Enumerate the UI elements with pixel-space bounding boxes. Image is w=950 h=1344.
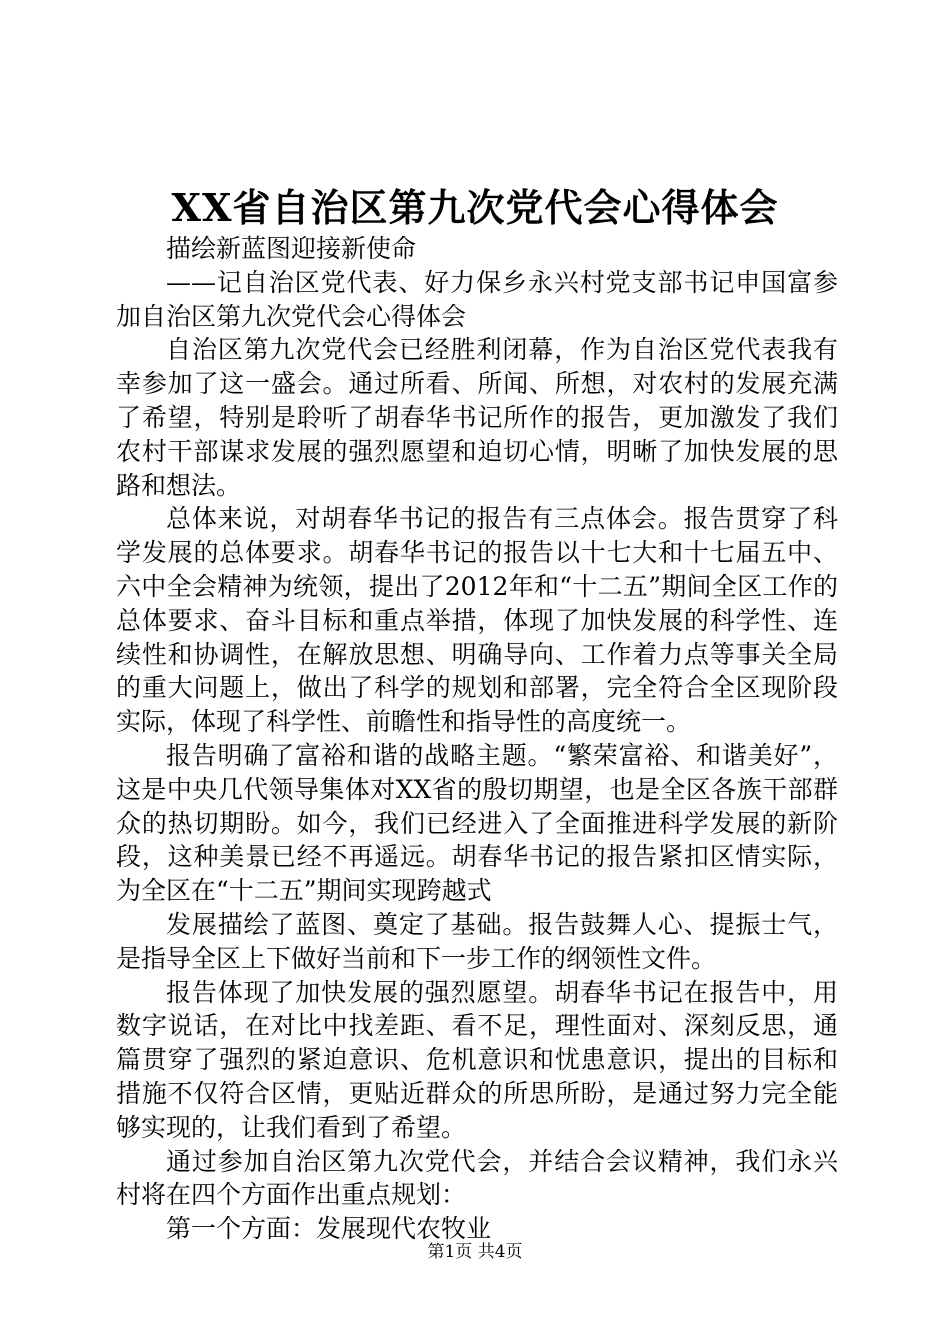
byline-paragraph: ——记自治区党代表、好力保乡永兴村党支部书记申国富参加自治区第九次党代会心得体会 xyxy=(116,267,838,331)
document-body xyxy=(116,232,838,1246)
body-paragraph: 报告明确了富裕和谐的战略主题。“繁荣富裕、和谐美好”，这是中央几代领导集体对XX省的殷切期望，也是全区各族干部群众的热切期盼。如今，我们已经进入了全面推进科学发展的新阶段，这种美景已经不再遥远。胡春华书记的报告紧扣区情实际，为全区在“十二五”期间实现跨越式 xyxy=(116,740,838,906)
document-title: XX省自治区第九次党代会心得体会 xyxy=(171,185,779,230)
section-heading: 第一个方面：发展现代农牧业 xyxy=(166,1214,492,1244)
subtitle-line: 描绘新蓝图迎接新使命 xyxy=(166,234,417,263)
body-paragraph: 发展描绘了蓝图、奠定了基础。报告鼓舞人心、提振士气，是指导全区上下做好当前和下一步工作的纲领性文件。 xyxy=(116,909,838,973)
body-paragraph: 自治区第九次党代会已经胜利闭幕，作为自治区党代表我有幸参加了这一盛会。通过所看、所闻、所想，对农村的发展充满了希望，特别是聆听了胡春华书记所作的报告，更加激发了我们农村干部谋求发展的强烈愿望和迫切心情，明晰了加快发展的思路和想法。 xyxy=(116,335,838,500)
body-paragraph: 通过参加自治区第九次党代会，并结合会议精神，我们永兴村将在四个方面作出重点规划： xyxy=(116,1146,838,1210)
body-paragraph: 报告体现了加快发展的强烈愿望。胡春华书记在报告中，用数字说话，在对比中找差距、看不足，理性面对、深刻反思，通篇贯穿了强烈的紧迫意识、危机意识和忧患意识，提出的目标和措施不仅符合区情，更贴近群众的所思所盼，是通过努力完全能够实现的，让我们看到了希望。 xyxy=(116,977,838,1142)
body-paragraph: 总体来说，对胡春华书记的报告有三点体会。报告贯穿了科学发展的总体要求。胡春华书记的报告以十七大和十七届五中、六中全会精神为统领，提出了2012年和“十二五”期间全区工作的总体要求、奋斗目标和重点举措，体现了加快发展的科学性、连续性和协调性，在解放思想、明确导向、工作着力点等事关全局的重大问题上，做出了科学的规划和部署，完全符合全区现阶段实际，体现了科学性、前瞻性和指导性的高度统一。 xyxy=(116,504,838,737)
page-footer: 第1页 共4页 xyxy=(427,1242,523,1262)
